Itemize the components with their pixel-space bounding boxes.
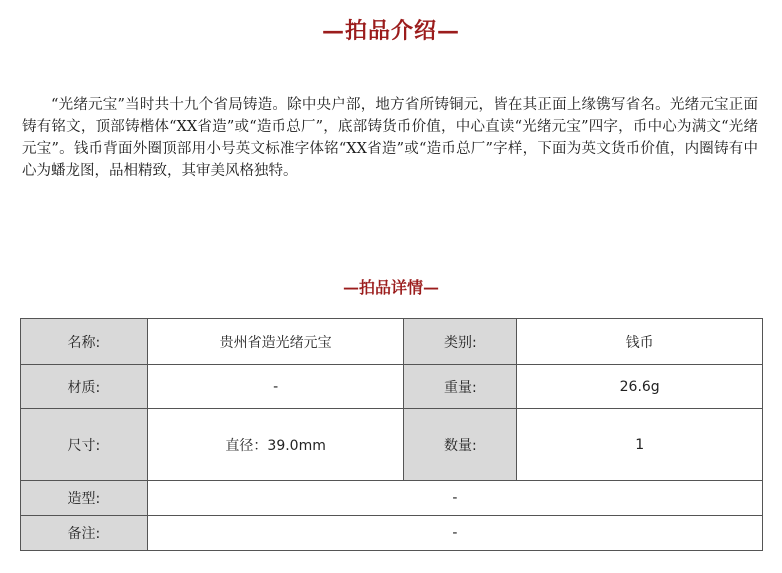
category-value: 钱币 — [517, 319, 763, 365]
table-row — [21, 319, 763, 365]
weight-label: 重量: — [404, 365, 517, 409]
size-label: 尺寸: — [21, 409, 148, 481]
table-row — [21, 409, 763, 481]
name-value: 贵州省造光绪元宝 — [147, 319, 404, 365]
intro-paragraph: “光绪元宝”当时共十九个省局铸造。除中央户部，地方省所铸铜元，皆在其正面上缘镌写省名。光绪元宝正面铸有铭文，顶部铸楷体“XX省造”或“造币总厂”，底部铸货币价值，中心直读“光绪元宝”四字，币中心为满文“光绪元宝”。钱币背面外圈顶部用小号英文标准字体铭“XX省造”或“造币总厂”字样，下面为英文货币价值，内圈铸有中心为蟠龙图，品相精致，其审美风格独特。 — [22, 97, 758, 179]
material-label: 材质: — [21, 365, 148, 409]
details-section-title: —拍品详情— — [342, 278, 439, 297]
table-row — [21, 481, 763, 516]
quantity-label: 数量: — [404, 409, 517, 481]
table-row — [21, 365, 763, 409]
details-table — [20, 318, 763, 551]
remarks-value: - — [147, 516, 762, 551]
category-label: 类别: — [404, 319, 517, 365]
weight-value: 26.6g — [517, 365, 763, 409]
table-row — [21, 516, 763, 551]
name-label: 名称: — [21, 319, 148, 365]
remarks-label: 备注: — [21, 516, 148, 551]
size-value: 直径：39.0mm — [147, 409, 404, 481]
shape-value: - — [147, 481, 762, 516]
intro-section-title: —拍品介绍— — [321, 18, 460, 44]
quantity-value: 1 — [517, 409, 763, 481]
shape-label: 造型: — [21, 481, 148, 516]
material-value: - — [147, 365, 404, 409]
